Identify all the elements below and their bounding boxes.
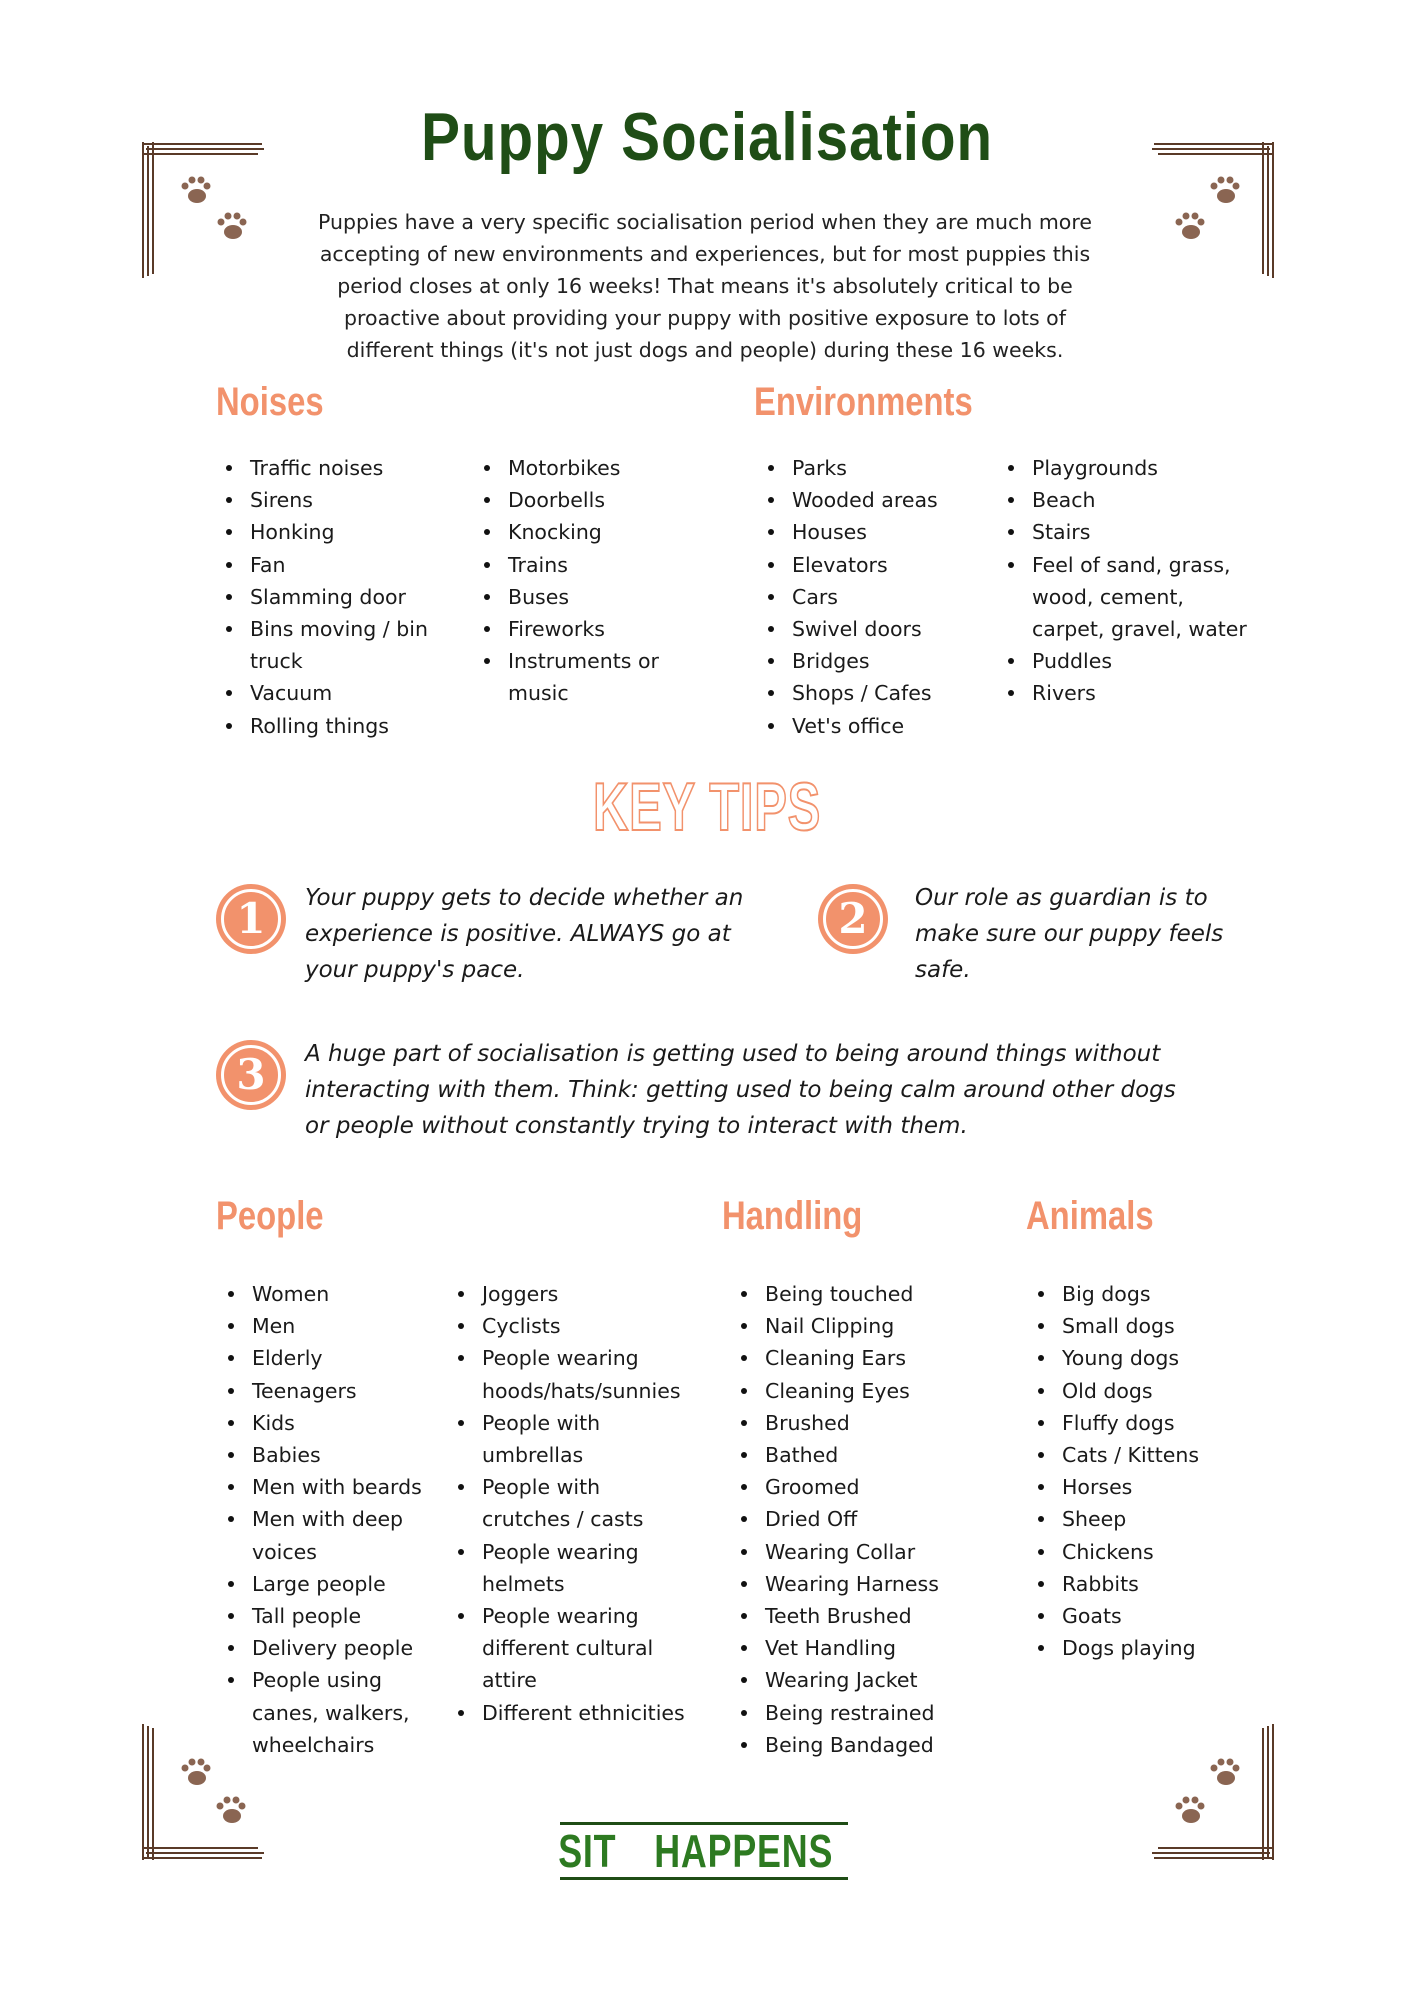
tip-line: Your puppy gets to decide whether an bbox=[305, 885, 744, 911]
animals-heading: Animals bbox=[1026, 1194, 1154, 1238]
noises-list-col2 bbox=[480, 452, 720, 710]
tip-number-badge bbox=[818, 884, 888, 954]
list-item: Slamming door bbox=[222, 581, 462, 613]
intro-line: different things (it's not just dogs and people) during these 16 weeks. bbox=[346, 338, 1064, 362]
list-item: Bridges bbox=[764, 645, 1004, 677]
list-item: Cars bbox=[764, 581, 1004, 613]
list-item: People with bbox=[454, 1471, 714, 1503]
intro-line: accepting of new environments and experiences, but for most puppies this bbox=[319, 242, 1091, 266]
list-item: Feel of sand, grass, bbox=[1004, 549, 1304, 581]
people-list-col2 bbox=[454, 1278, 714, 1729]
tip-line: experience is positive. ALWAYS go at bbox=[305, 921, 731, 947]
list-item: Stairs bbox=[1004, 516, 1304, 548]
handling-list bbox=[737, 1278, 1007, 1761]
tip-line: make sure our puppy feels bbox=[915, 921, 1224, 947]
list-item: Delivery people bbox=[224, 1632, 449, 1664]
list-item: Men bbox=[224, 1310, 449, 1342]
list-item-continuation: wood, cement, bbox=[1032, 584, 1184, 609]
list-item: Sheep bbox=[1034, 1503, 1264, 1535]
list-item-continuation: truck bbox=[250, 649, 303, 674]
list-item: Teeth Brushed bbox=[737, 1600, 1007, 1632]
list-item: Knocking bbox=[480, 516, 720, 548]
list-item: Wearing Harness bbox=[737, 1568, 1007, 1600]
logo-text-left: SIT bbox=[558, 1825, 617, 1877]
tip-3-text bbox=[305, 1036, 1305, 1144]
tip-number-badge bbox=[216, 1040, 286, 1110]
list-item-continuation: umbrellas bbox=[482, 1443, 584, 1468]
tip-number: 2 bbox=[823, 889, 883, 949]
environments-heading: Environments bbox=[754, 380, 973, 424]
people-heading: People bbox=[216, 1194, 324, 1238]
paw-print-icon bbox=[182, 177, 247, 240]
tip-number-badge bbox=[216, 884, 286, 954]
list-item-continuation: different cultural bbox=[482, 1636, 654, 1661]
list-item: Bathed bbox=[737, 1439, 1007, 1471]
list-item: Young dogs bbox=[1034, 1342, 1264, 1374]
list-item: Wearing Collar bbox=[737, 1536, 1007, 1568]
list-item: Vet Handling bbox=[737, 1632, 1007, 1664]
tip-line: safe. bbox=[915, 957, 971, 983]
list-item: Rolling things bbox=[222, 710, 462, 742]
environments-list-col1 bbox=[764, 452, 1004, 742]
list-item: Motorbikes bbox=[480, 452, 720, 484]
list-item: Fireworks bbox=[480, 613, 720, 645]
tip-line: your puppy's pace. bbox=[305, 957, 525, 983]
list-item: People using bbox=[224, 1664, 449, 1696]
list-item: Horses bbox=[1034, 1471, 1264, 1503]
intro-line: Puppies have a very specific socialisation period when they are much more bbox=[318, 210, 1092, 234]
noises-list-col1 bbox=[222, 452, 462, 742]
tip-number: 1 bbox=[221, 889, 281, 949]
list-item: Being restrained bbox=[737, 1697, 1007, 1729]
list-item: Traffic noises bbox=[222, 452, 462, 484]
list-item: Puddles bbox=[1004, 645, 1304, 677]
logo-text-right: HAPPENS bbox=[653, 1825, 833, 1877]
list-item: Trains bbox=[480, 549, 720, 581]
paw-print-icon bbox=[1176, 177, 1240, 240]
list-item: Vet's office bbox=[764, 710, 1004, 742]
list-item: Different ethnicities bbox=[454, 1697, 714, 1729]
intro-line: proactive about providing your puppy with positive exposure to lots of bbox=[344, 306, 1066, 330]
list-item: Houses bbox=[764, 516, 1004, 548]
list-item: Tall people bbox=[224, 1600, 449, 1632]
list-item: Rivers bbox=[1004, 677, 1304, 709]
paw-print-icon bbox=[1176, 1759, 1240, 1824]
list-item: People wearing bbox=[454, 1600, 714, 1632]
list-item: Parks bbox=[764, 452, 1004, 484]
list-item: Fluffy dogs bbox=[1034, 1407, 1264, 1439]
list-item: Teenagers bbox=[224, 1375, 449, 1407]
animals-list bbox=[1034, 1278, 1264, 1664]
paw-print-icon bbox=[182, 1759, 246, 1824]
sit-happens-logo bbox=[560, 1822, 848, 1880]
list-item-continuation: music bbox=[508, 681, 569, 706]
environments-list-col2 bbox=[1004, 452, 1304, 710]
list-item: Bins moving / bin bbox=[222, 613, 462, 645]
list-item-continuation: helmets bbox=[482, 1571, 565, 1596]
list-item: Groomed bbox=[737, 1471, 1007, 1503]
tip-line: interacting with them. Think: getting used to being calm around other dogs bbox=[305, 1077, 1176, 1103]
list-item: Nail Clipping bbox=[737, 1310, 1007, 1342]
list-item: Cleaning Eyes bbox=[737, 1375, 1007, 1407]
list-item: Being touched bbox=[737, 1278, 1007, 1310]
list-item-continuation: canes, walkers, bbox=[252, 1700, 410, 1725]
list-item: Brushed bbox=[737, 1407, 1007, 1439]
list-item-continuation: carpet, gravel, water bbox=[1032, 617, 1247, 642]
tip-number: 3 bbox=[221, 1045, 281, 1105]
list-item: Buses bbox=[480, 581, 720, 613]
tip-2-text bbox=[915, 880, 1315, 988]
tip-line: or people without constantly trying to interact with them. bbox=[305, 1113, 968, 1139]
noises-heading: Noises bbox=[216, 380, 324, 424]
list-item-continuation: hoods/hats/sunnies bbox=[482, 1378, 681, 1403]
list-item: Doorbells bbox=[480, 484, 720, 516]
list-item: Instruments or bbox=[480, 645, 720, 677]
list-item: Cleaning Ears bbox=[737, 1342, 1007, 1374]
list-item: Babies bbox=[224, 1439, 449, 1471]
list-item: Elderly bbox=[224, 1342, 449, 1374]
list-item: Big dogs bbox=[1034, 1278, 1264, 1310]
list-item: Wooded areas bbox=[764, 484, 1004, 516]
key-tips-heading: KEY TIPS bbox=[593, 769, 821, 845]
list-item: Elevators bbox=[764, 549, 1004, 581]
tip-line: A huge part of socialisation is getting used to being around things without bbox=[305, 1041, 1161, 1067]
list-item: Women bbox=[224, 1278, 449, 1310]
list-item-continuation: attire bbox=[482, 1668, 537, 1693]
intro-line: period closes at only 16 weeks! That means it's absolutely critical to be bbox=[337, 274, 1073, 298]
list-item: People wearing bbox=[454, 1536, 714, 1568]
list-item-continuation: wheelchairs bbox=[252, 1732, 375, 1757]
list-item: Vacuum bbox=[222, 677, 462, 709]
intro-paragraph bbox=[290, 206, 1120, 366]
list-item: Honking bbox=[222, 516, 462, 548]
list-item: Playgrounds bbox=[1004, 452, 1304, 484]
list-item: Being Bandaged bbox=[737, 1729, 1007, 1761]
list-item: Shops / Cafes bbox=[764, 677, 1004, 709]
list-item: Sirens bbox=[222, 484, 462, 516]
list-item: Beach bbox=[1004, 484, 1304, 516]
list-item: Fan bbox=[222, 549, 462, 581]
list-item-continuation: voices bbox=[252, 1539, 317, 1564]
list-item: Swivel doors bbox=[764, 613, 1004, 645]
page-title: Puppy Socialisation bbox=[420, 99, 994, 175]
list-item: Old dogs bbox=[1034, 1375, 1264, 1407]
list-item: Dried Off bbox=[737, 1503, 1007, 1535]
list-item: Dogs playing bbox=[1034, 1632, 1264, 1664]
people-list-col1 bbox=[224, 1278, 449, 1761]
tip-1-text bbox=[305, 880, 805, 988]
list-item: People wearing bbox=[454, 1342, 714, 1374]
corner-frame-bottom-right bbox=[1146, 1722, 1276, 1862]
list-item-continuation: crutches / casts bbox=[482, 1507, 644, 1532]
list-item: Joggers bbox=[454, 1278, 714, 1310]
list-item: Men with deep bbox=[224, 1503, 449, 1535]
list-item: Cyclists bbox=[454, 1310, 714, 1342]
list-item: Men with beards bbox=[224, 1471, 449, 1503]
list-item: Kids bbox=[224, 1407, 449, 1439]
list-item: Goats bbox=[1034, 1600, 1264, 1632]
handling-heading: Handling bbox=[722, 1194, 863, 1238]
list-item: People with bbox=[454, 1407, 714, 1439]
tip-line: Our role as guardian is to bbox=[915, 885, 1208, 911]
list-item: Wearing Jacket bbox=[737, 1664, 1007, 1696]
list-item: Rabbits bbox=[1034, 1568, 1264, 1600]
list-item: Cats / Kittens bbox=[1034, 1439, 1264, 1471]
list-item: Large people bbox=[224, 1568, 449, 1600]
list-item: Small dogs bbox=[1034, 1310, 1264, 1342]
list-item: Chickens bbox=[1034, 1536, 1264, 1568]
